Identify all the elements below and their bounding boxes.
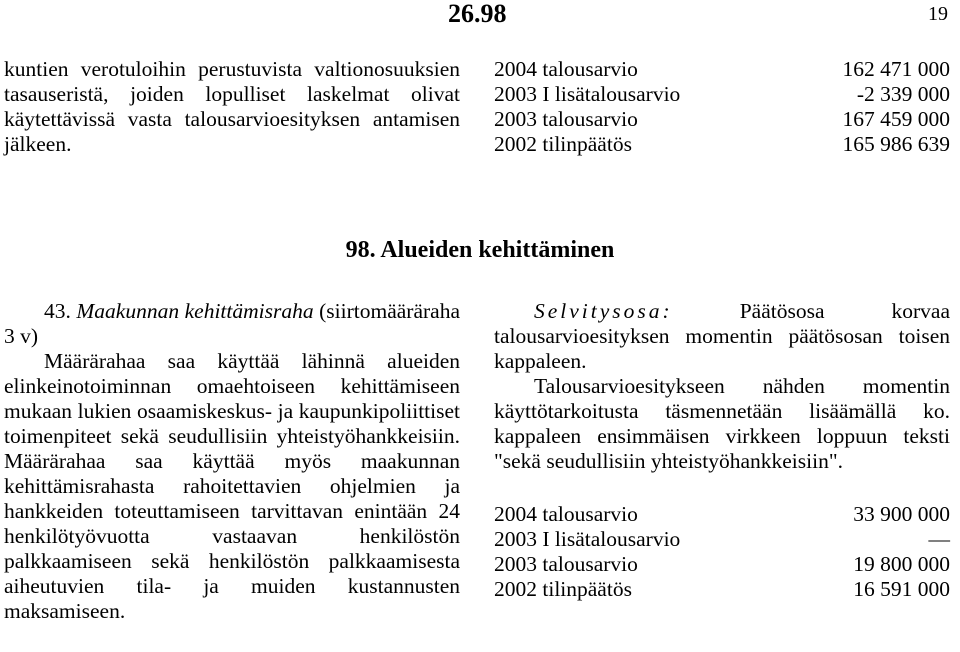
- budget-label: 2004 talousarvio: [494, 502, 638, 526]
- budget-row: [494, 577, 950, 602]
- budget-label: 2003 talousarvio: [494, 107, 638, 131]
- page-number: 19: [928, 3, 948, 25]
- intro-paragraph: kuntien verotuloihin perustuvista valtionosuuksien tasauseristä, joiden lopulliset laskelmat olivat käytettävissä vasta talousarvioesityksen antamisen jälkeen.: [4, 57, 460, 156]
- budget-value: 165 986 639: [842, 132, 950, 156]
- budget-value: 16 591 000: [853, 577, 950, 601]
- budget-value: 167 459 000: [842, 107, 950, 131]
- budget-value: 19 800 000: [853, 552, 950, 576]
- budget-label: 2003 I lisätalousarvio: [494, 527, 681, 551]
- budget-row: [494, 107, 950, 132]
- budget-label: 2003 talousarvio: [494, 552, 638, 576]
- section-number: 26.98: [448, 0, 507, 28]
- budget-value: 162 471 000: [842, 57, 950, 81]
- budget-value: 33 900 000: [853, 502, 950, 526]
- budget-row: [494, 502, 950, 527]
- budget-row: [494, 57, 950, 82]
- explanation-paragraph-2: Talousarvioesitykseen nähden momentin käyttötarkoitusta täsmennetään lisäämällä ko. kappaleen ensimmäisen virkkeen loppuun teksti "sekä seudullisiin yhteistyöhankkeisiin".: [494, 374, 950, 473]
- budget-label: 2002 tilinpäätös: [494, 577, 632, 601]
- explanation-paragraph-1: [494, 299, 950, 374]
- budget-table-top: [494, 57, 950, 157]
- budget-value: —: [928, 527, 950, 551]
- budget-label: 2002 tilinpäätös: [494, 132, 632, 156]
- budget-row: [494, 527, 950, 552]
- section-heading: 98. Alueiden kehittäminen: [345, 237, 615, 263]
- explanation-label: Selvitysosa:: [534, 299, 673, 323]
- budget-row: [494, 552, 950, 577]
- item-title-suffix: (siirtomääräraha 3 v): [4, 299, 460, 348]
- budget-row: [494, 132, 950, 157]
- explanation-column: [494, 299, 950, 602]
- item-body: Määrärahaa saa käyttää lähinnä alueiden elinkeinotoiminnan omaehtoiseen kehittämiseen mukaan lukien osaamiskeskus- ja kaupunkipoliittiset toimenpiteet sekä seudullisiin yhteistyöhankkeisiin. Määrärahaa saa käyttää myös maakunnan kehittämisrahasta rahoitettavien ohjelmien ja hankkeiden toteuttamiseen tarvittavan enintään 24 henkilötyövuotta vastaavan henkilöstön palkkaamiseen sekä henkilöstön palkkaamisesta aiheutuvien tila- ja muiden kustannusten maksamiseen.: [4, 349, 460, 623]
- budget-value: -2 339 000: [856, 82, 950, 106]
- budget-label: 2004 talousarvio: [494, 57, 638, 81]
- item-paragraph: [4, 299, 460, 349]
- intro-column: [4, 57, 460, 157]
- explanation-text-1: Päätösosa korvaa talousarvioesityksen momentin päätösosan toisen kappaleen.: [494, 299, 950, 373]
- budget-row: [494, 82, 950, 107]
- item-column: [4, 299, 460, 624]
- item-number: 43.: [44, 299, 71, 323]
- item-title: Maakunnan kehittämisraha: [76, 299, 314, 323]
- budget-label: 2003 I lisätalousarvio: [494, 82, 681, 106]
